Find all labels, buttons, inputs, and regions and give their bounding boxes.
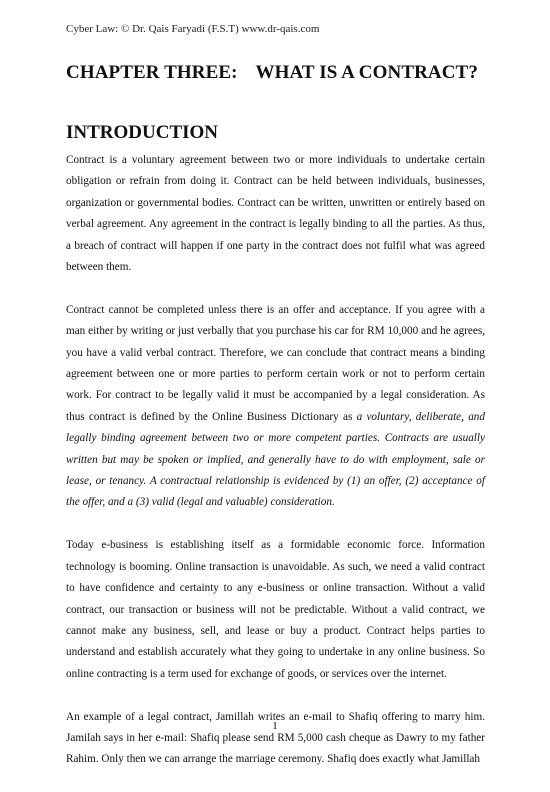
definition-quote: a voluntary, deliberate, and legally binding agreement between two or more competent parties. Contracts are usually written but may be spoken or implied, and generally have to do with employment, sale or lease, or tenancy. A contractual relationship is evidenced by (1) an offer, (2) acceptance of the offer, and a (3) valid (legal and valuable) consideration. (66, 410, 485, 509)
paragraph-2-text: Contract cannot be completed unless there is an offer and acceptance. If you agree with a man either by writing or just verbally that you purchase his car for RM 10,000 and he agrees, you have a valid verbal contract. Therefore, we can conclude that contract means a binding agreement between one or more parties to perform certain work or not to perform certain work. For contract to be legally valid it must be accompanied by a legal consideration. As thus contract is defined by the Online Business Dictionary as (66, 303, 485, 423)
page-number: 1 (272, 720, 278, 732)
paragraph-4: An example of a legal contract, Jamillah writes an e-mail to Shafiq offering to marry him. Jamilah says in her e-mail: Shafiq please send RM 5,000 cash cheque as Dawry to my father Rahim. Only then we can arrange the marriage ceremony. Shafiq does exactly what Jamillah (66, 710, 485, 766)
paragraph-1: Contract is a voluntary agreement between two or more individuals to undertake certain obligation or refrain from doing it. Contract can be held between individuals, businesses, organization or governmental bodies. Contract can be written, unwritten or entirely based on verbal agreement. Any agreement in the contract is legally binding to all the parties. As thus, a breach of contract will happen if one party in the contract does not fulfil what was agreed between them. (66, 154, 485, 274)
body-text (66, 150, 485, 792)
paragraph-3: Today e-business is establishing itself as a formidable economic force. Information technology is booming. Online transaction is unavoidable. As such, we need a valid contract to have confidence and certainty to any e-business or online transaction. Without a valid contract, our transaction or business will not be predictable. Without a valid contract, we cannot make any business, sell, and lease or buy a product. Contract helps parties to understand and establish accurately what they going to undertake in any online business. So online contracting is a term used for exchange of goods, or services over the internet. (66, 539, 485, 680)
running-header: Cyber Law: © Dr. Qais Faryadi (F.S.T) www.dr-qais.com (66, 23, 320, 35)
chapter-title: WHAT IS A CONTRACT? (255, 62, 478, 83)
chapter-heading (66, 62, 506, 84)
section-heading: INTRODUCTION (66, 122, 219, 143)
chapter-label: CHAPTER THREE: (66, 62, 238, 83)
paragraph-2 (66, 300, 485, 514)
